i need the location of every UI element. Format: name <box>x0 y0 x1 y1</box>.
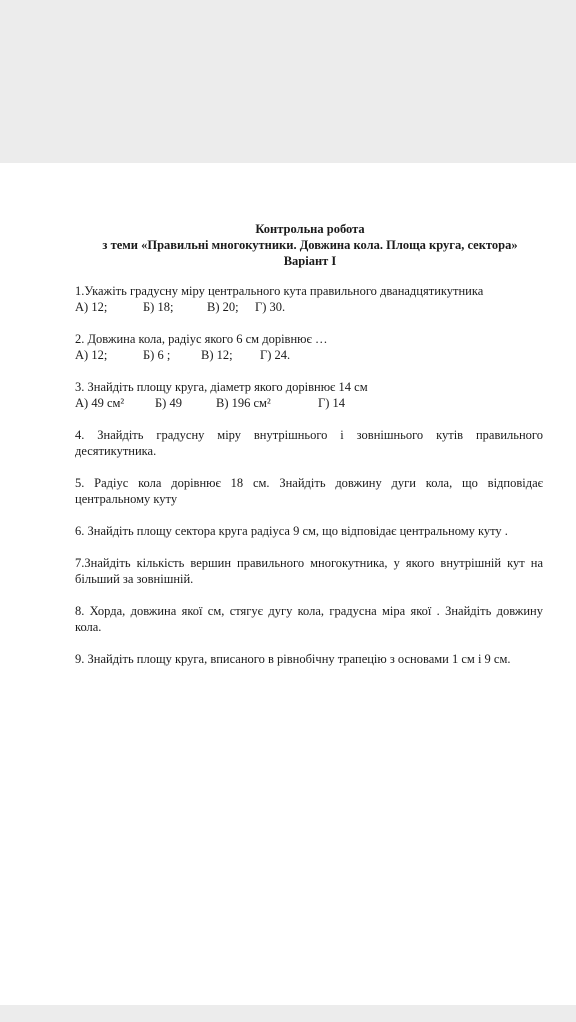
question-2 <box>75 331 543 363</box>
answer-option-a: А) 12; <box>75 348 108 362</box>
answer-options <box>75 347 543 363</box>
question-list <box>75 283 543 683</box>
answer-option-d: Г) 30. <box>255 300 286 314</box>
answer-option-b: Б) 6 ; <box>143 348 171 362</box>
question-7: 7.Знайдіть кількість вершин правильного многокутника, у якого внутрішній кут на більший за зовнішній. <box>75 556 543 586</box>
answer-option-c: В) 196 см² <box>216 396 271 410</box>
bottom-gray-band <box>0 1005 576 1022</box>
question-text: 3. Знайдіть площу круга, діаметр якого дорівнює 14 см <box>75 380 368 394</box>
document-title: Контрольна робота <box>255 222 365 236</box>
answer-option-b: Б) 18; <box>143 300 174 314</box>
answer-options <box>75 299 543 315</box>
question-1 <box>75 283 543 315</box>
top-gray-band <box>0 0 576 163</box>
answer-option-c: В) 12; <box>201 348 233 362</box>
question-text: 1.Укажіть градусну міру центрального кута правильного дванадцятикутника <box>75 284 484 298</box>
answer-option-b: Б) 49 <box>155 396 182 410</box>
document-variant: Варіант І <box>283 254 337 268</box>
question-3 <box>75 379 543 411</box>
answer-option-d: Г) 24. <box>260 348 291 362</box>
document-page <box>0 163 576 1005</box>
answer-options <box>75 395 543 411</box>
answer-option-a: А) 49 см² <box>75 396 125 410</box>
answer-option-d: Г) 14 <box>318 396 346 410</box>
question-6: 6. Знайдіть площу сектора круга радіуса 9 см, що відповідає центральному куту . <box>75 524 508 538</box>
question-text: 2. Довжина кола, радіус якого 6 см дорівнює … <box>75 332 328 346</box>
answer-option-a: А) 12; <box>75 300 108 314</box>
question-5: 5. Радіус кола дорівнює 18 см. Знайдіть довжину дуги кола, що відповідає центральному куту <box>75 476 543 506</box>
question-4: 4. Знайдіть градусну міру внутрішнього і зовнішнього кутів правильного десятикутника. <box>75 428 543 458</box>
answer-option-c: В) 20; <box>207 300 239 314</box>
question-8: 8. Хорда, довжина якої см, стягує дугу кола, градусна міра якої . Знайдіть довжину кола. <box>75 604 543 634</box>
document-header <box>60 221 560 269</box>
question-9: 9. Знайдіть площу круга, вписаного в рівнобічну трапецію з основами 1 см і 9 см. <box>75 652 511 666</box>
document-subtitle: з теми «Правильні многокутники. Довжина кола. Площа круга, сектора» <box>102 238 518 252</box>
